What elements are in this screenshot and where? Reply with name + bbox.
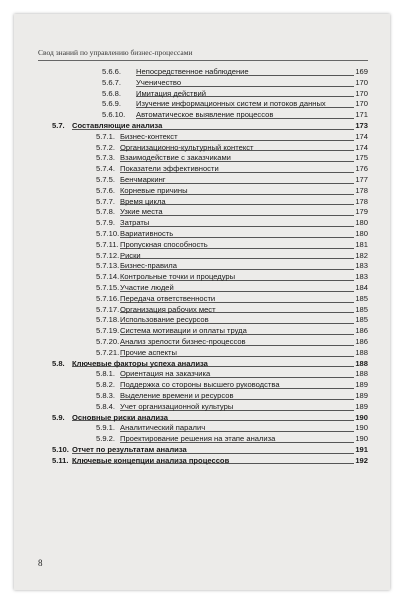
toc-page-number: 190 [355, 412, 368, 422]
toc-section-number: 5.7.4. [96, 164, 115, 174]
toc-page-number: 176 [355, 164, 368, 174]
toc-title: Организационно-культурный контекст [120, 142, 254, 152]
toc-page-number: 188 [355, 358, 368, 368]
toc-section-number: 5.7.14. [96, 272, 120, 282]
running-head: Свод знаний по управлению бизнес-процессами [38, 48, 193, 57]
toc-entry [38, 325, 368, 336]
toc-title: Основные риски анализа [72, 412, 168, 422]
toc-section-number: 5.7.8. [96, 207, 115, 217]
toc-section-number: 5.7.11. [96, 239, 119, 249]
toc-title: Имитация действий [136, 88, 207, 98]
toc-entry [38, 314, 368, 325]
toc-entry [38, 260, 368, 271]
toc-page-number: 186 [355, 336, 368, 346]
toc-entry [38, 120, 368, 131]
toc-title: Ключевые концепции анализа процессов [72, 455, 230, 465]
toc-page-number: 185 [355, 293, 368, 303]
toc-section-number: 5.6.8. [102, 88, 121, 98]
toc-entry [38, 422, 368, 433]
toc-title: Корневые причины [120, 185, 188, 195]
toc-title: Бенчмаркинг [120, 174, 166, 184]
toc-page-number: 182 [355, 250, 368, 260]
toc-page-number: 188 [355, 347, 368, 357]
toc-title: Передача ответственности [120, 293, 216, 303]
toc-page-number: 170 [355, 77, 368, 87]
toc-entry [38, 412, 368, 423]
toc-section-number: 5.8. [52, 358, 65, 368]
toc-title: Система мотивации и оплаты труда [120, 326, 247, 336]
toc-section-number: 5.6.6. [102, 67, 121, 76]
toc-entry [38, 347, 368, 358]
toc-page-number: 171 [355, 110, 368, 120]
toc-section-number: 5.9. [52, 412, 65, 422]
toc-entry [38, 358, 368, 369]
toc-title: Узкие места [120, 207, 163, 217]
toc-section-number: 5.7.5. [96, 174, 115, 184]
toc-title: Аналитический паралич [120, 423, 206, 433]
toc-entry [38, 336, 368, 347]
leader-rule [120, 226, 368, 227]
toc-entry [38, 239, 368, 250]
toc-entry [38, 206, 368, 217]
toc-section-number: 5.7.21. [96, 347, 120, 357]
toc-entry [38, 174, 368, 185]
toc-page-number: 183 [355, 272, 368, 282]
toc-section-number: 5.7.17. [96, 304, 120, 314]
toc-section-number: 5.7.10. [96, 228, 120, 238]
toc-entry [38, 66, 368, 77]
toc-page-number: 185 [355, 304, 368, 314]
page-number: 8 [38, 558, 43, 568]
toc-entry [38, 196, 368, 207]
toc-section-number: 5.7.18. [96, 315, 120, 325]
toc-section-number: 5.7.7. [96, 196, 115, 206]
toc-page-number: 183 [355, 261, 368, 271]
toc-page-number: 180 [355, 218, 368, 228]
toc-page-number: 180 [355, 228, 368, 238]
toc-entry [38, 152, 368, 163]
toc-section-number: 5.7.16. [96, 293, 120, 303]
toc-title: Взаимодействие с заказчиками [120, 153, 231, 163]
toc-title: Проектирование решения на этапе анализа [120, 434, 276, 444]
toc-title: Использование ресурсов [120, 315, 209, 325]
toc-title: Непосредственное наблюдение [136, 67, 249, 76]
toc-entry [38, 250, 368, 261]
toc-section-number: 5.7.15. [96, 282, 120, 292]
toc-entry [38, 163, 368, 174]
toc-title: Бизнес-контекст [120, 131, 178, 141]
book-page [14, 14, 390, 590]
toc-page-number: 191 [355, 444, 368, 454]
toc-title: Выделение времени и ресурсов [120, 390, 234, 400]
toc-page-number: 189 [355, 380, 368, 390]
toc-title: Участие людей [120, 282, 174, 292]
toc-title: Ученичество [136, 77, 182, 87]
header-divider [38, 60, 368, 61]
toc-title: Анализ зрелости бизнес-процессов [120, 336, 246, 346]
toc-entry [38, 379, 368, 390]
toc-page-number: 184 [355, 282, 368, 292]
leader-rule [120, 258, 368, 259]
toc-title: Изучение информационных систем и потоков данных [136, 99, 326, 109]
toc-title: Отчет по результатам анализа [72, 444, 187, 454]
toc-section-number: 5.8.2. [96, 380, 115, 390]
toc-section-number: 5.8.3. [96, 390, 115, 400]
toc-section-number: 5.6.10. [102, 110, 126, 120]
toc-entry [38, 185, 368, 196]
toc-title: Ключевые факторы успеха анализа [72, 358, 208, 368]
toc-section-number: 5.8.4. [96, 401, 115, 411]
toc-entry [38, 304, 368, 315]
toc-page-number: 169 [355, 67, 368, 76]
toc-page-number: 170 [355, 88, 368, 98]
toc-title: Составляющие анализа [72, 120, 163, 130]
toc-section-number: 5.7.13. [96, 261, 120, 271]
toc-entry [38, 142, 368, 153]
toc-page-number: 190 [355, 434, 368, 444]
toc-section-number: 5.6.9. [102, 99, 121, 109]
toc-title: Автоматическое выявление процессов [136, 110, 274, 120]
toc-section-number: 5.7.1. [96, 131, 115, 141]
toc-section-number: 5.10. [52, 444, 69, 454]
toc-section-number: 5.7.6. [96, 185, 115, 195]
toc-section-number: 5.7.20. [96, 336, 120, 346]
toc-entry [38, 131, 368, 142]
toc-section-number: 5.7.3. [96, 153, 115, 163]
toc-title: Прочие аспекты [120, 347, 177, 357]
toc-section-number: 5.6.7. [102, 77, 121, 87]
toc-section-number: 5.7.9. [96, 218, 115, 228]
table-of-contents [38, 66, 368, 465]
toc-page-number: 170 [355, 99, 368, 109]
toc-page-number: 189 [355, 390, 368, 400]
toc-title: Риски [120, 250, 141, 260]
toc-title: Показатели эффективности [120, 164, 219, 174]
toc-section-number: 5.7.19. [96, 326, 120, 336]
toc-entry [38, 77, 368, 88]
toc-page-number: 185 [355, 315, 368, 325]
toc-entry [38, 282, 368, 293]
toc-page-number: 178 [355, 196, 368, 206]
toc-page-number: 186 [355, 326, 368, 336]
toc-entry [38, 271, 368, 282]
toc-title: Время цикла [120, 196, 166, 206]
toc-entry [38, 390, 368, 401]
toc-entry [38, 444, 368, 455]
toc-entry [38, 433, 368, 444]
toc-entry [38, 228, 368, 239]
toc-title: Пропускная способность [120, 239, 208, 249]
toc-page-number: 178 [355, 185, 368, 195]
toc-entry [38, 368, 368, 379]
toc-page-number: 177 [355, 174, 368, 184]
toc-page-number: 175 [355, 153, 368, 163]
toc-page-number: 190 [355, 423, 368, 433]
toc-entry [38, 88, 368, 99]
toc-section-number: 5.9.2. [96, 434, 115, 444]
toc-title: Поддержка со стороны высшего руководства [120, 380, 280, 390]
toc-title: Организация рабочих мест [120, 304, 216, 314]
toc-entry [38, 455, 368, 466]
toc-section-number: 5.8.1. [96, 369, 115, 379]
toc-entry [38, 98, 368, 109]
toc-title: Ориентация на заказчика [120, 369, 211, 379]
toc-title: Вариативность [120, 228, 174, 238]
toc-section-number: 5.7.12. [96, 250, 120, 260]
toc-entry [38, 401, 368, 412]
toc-section-number: 5.11. [52, 455, 69, 465]
toc-page-number: 173 [355, 120, 368, 130]
toc-section-number: 5.7. [52, 120, 65, 130]
toc-title: Бизнес-правила [120, 261, 177, 271]
toc-page-number: 192 [355, 455, 368, 465]
toc-page-number: 188 [355, 369, 368, 379]
toc-entry [38, 109, 368, 120]
toc-title: Контрольные точки и процедуры [120, 272, 236, 282]
toc-page-number: 174 [355, 131, 368, 141]
toc-page-number: 179 [355, 207, 368, 217]
toc-entry [38, 293, 368, 304]
toc-title: Затраты [120, 218, 150, 228]
toc-page-number: 189 [355, 401, 368, 411]
toc-title: Учет организационной культуры [120, 401, 234, 411]
toc-section-number: 5.9.1. [96, 423, 115, 433]
toc-section-number: 5.7.2. [96, 142, 115, 152]
toc-page-number: 181 [355, 239, 368, 249]
toc-page-number: 174 [355, 142, 368, 152]
toc-entry [38, 217, 368, 228]
